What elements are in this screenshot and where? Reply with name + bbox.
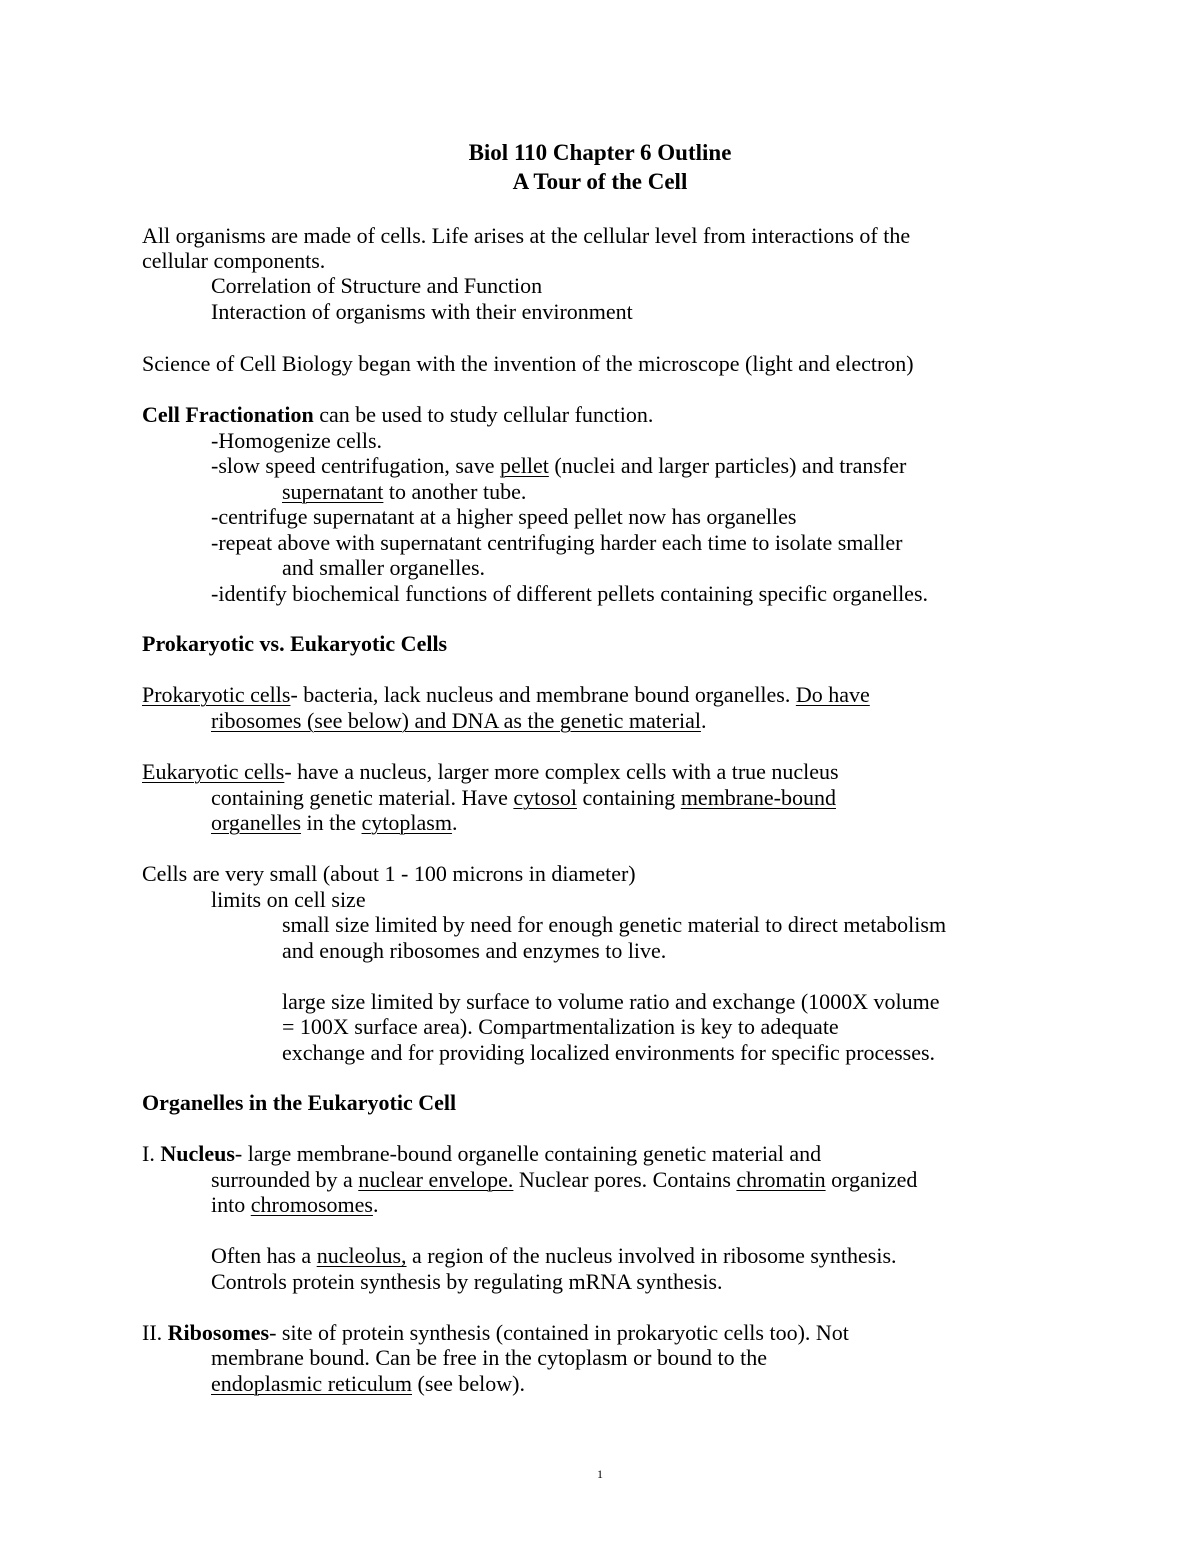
nucleolus-line-1: Often has a nucleolus, a region of the nucleus involved in ribosome synthesis. [211,1243,897,1268]
ribosomes-line-2: membrane bound. Can be free in the cytoplasm or bound to the [211,1345,767,1370]
pro-vs-eu-heading: Prokaryotic vs. Eukaryotic Cells [142,631,448,656]
fractionation-step-5: -identify biochemical functions of different pellets containing specific organelles. [211,581,929,606]
document-subtitle: A Tour of the Cell [512,169,688,194]
ribosomes-line-1: II. Ribosomes- site of protein synthesis (contained in prokaryotic cells too). Not [142,1320,849,1345]
large-size-line-1: large size limited by surface to volume ratio and exchange (1000X volume [282,989,940,1014]
nucleus-term: Nucleus [160,1141,235,1166]
large-size-line-3: exchange and for providing localized environments for specific processes. [282,1040,936,1065]
nucleus-line-1: I. Nucleus- large membrane-bound organelle containing genetic material and [142,1141,822,1166]
large-size-line-2: = 100X surface area). Compartmentalization is key to adequate [282,1014,839,1039]
fractionation-step-1: -Homogenize cells. [211,428,383,453]
fractionation-intro: Cell Fractionation can be used to study cellular function. [142,402,654,427]
cytoplasm-term: cytoplasm [361,810,452,835]
small-size-line-2: and enough ribosomes and enzymes to live. [282,938,667,963]
science-line: Science of Cell Biology began with the invention of the microscope (light and electron) [142,351,914,376]
fractionation-step-3: -centrifuge supernatant at a higher speed pellet now has organelles [211,504,797,529]
prokaryotic-line-2: ribosomes (see below) and DNA as the genetic material. [211,708,707,733]
cell-size-line-1: Cells are very small (about 1 - 100 microns in diameter) [142,861,636,886]
document-title: Biol 110 Chapter 6 Outline [468,140,732,165]
fractionation-step-4: -repeat above with supernatant centrifuging harder each time to isolate smaller [211,530,903,555]
nucleolus-line-2: Controls protein synthesis by regulating mRNA synthesis. [211,1269,723,1294]
eukaryotic-line-3: organelles in the cytoplasm. [211,810,458,835]
intro-bullet-1: Correlation of Structure and Function [211,273,543,298]
ribosomes-term: Ribosomes [167,1320,270,1345]
fractionation-step-2: -slow speed centrifugation, save pellet (nuclei and larger particles) and transfer [211,453,907,478]
nucleus-line-2: surrounded by a nuclear envelope. Nuclear pores. Contains chromatin organized [211,1167,918,1192]
supernatant-term: supernatant [282,479,384,504]
eukaryotic-term: Eukaryotic cells [142,759,285,784]
page-number: 1 [597,1467,603,1481]
intro-line-1: All organisms are made of cells. Life arises at the cellular level from interactions of the [142,223,911,248]
pellet-term: pellet [499,453,549,478]
small-size-line-1: small size limited by need for enough genetic material to direct metabolism [282,912,947,937]
eukaryotic-line-2: containing genetic material. Have cytosol containing membrane-bound [211,785,836,810]
prokaryotic-term: Prokaryotic cells [142,682,291,707]
fractionation-heading: Cell Fractionation [142,402,314,427]
cell-size-line-2: limits on cell size [211,887,366,912]
intro-line-2: cellular components. [142,248,326,273]
fractionation-step-2-cont: supernatant to another tube. [282,479,527,504]
organelles-heading: Organelles in the Eukaryotic Cell [142,1090,457,1115]
nucleus-line-3: into chromosomes. [211,1192,379,1217]
intro-bullet-2: Interaction of organisms with their environment [211,299,633,324]
eukaryotic-line-1: Eukaryotic cells- have a nucleus, larger more complex cells with a true nucleus [142,759,839,784]
fractionation-step-4-cont: and smaller organelles. [282,555,486,580]
ribosomes-line-3: endoplasmic reticulum (see below). [211,1371,526,1396]
cytosol-term: cytosol [513,785,577,810]
prokaryotic-line-1: Prokaryotic cells- bacteria, lack nucleus and membrane bound organelles. Do have [142,682,870,707]
